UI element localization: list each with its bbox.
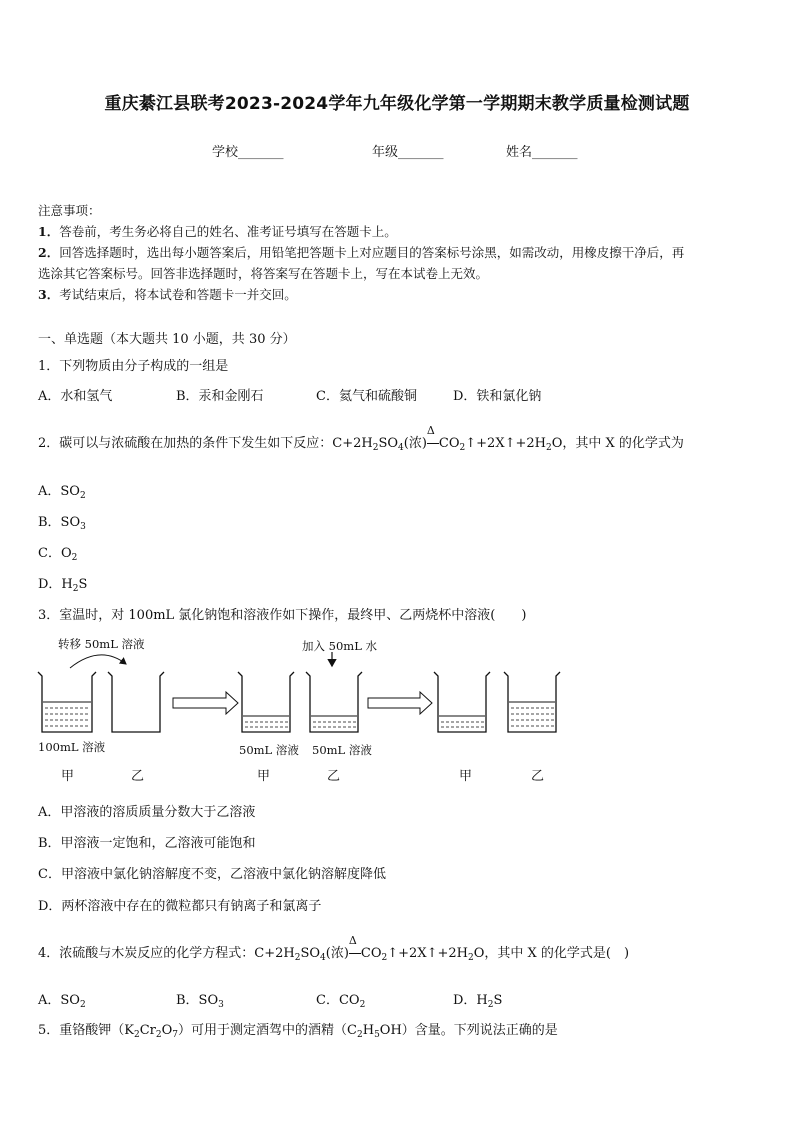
q4-option-a: A．$SO_2$ [38, 993, 86, 1010]
notes-heading: 注意事项： [38, 203, 101, 218]
heat-symbol: Δ [426, 424, 435, 437]
q3-option-d: D．两杯溶液中存在的微粒都只有钠离子和氯离子 [38, 899, 322, 914]
question-2-stem: 2．碳可以与浓硫酸在加热的条件下发生如下反应：$C+2H_2SO_4$(浓) Δ $CO_2↑+2X↑+2H_2O$，其中 X 的化学式为 [38, 424, 684, 453]
grade-field: 年级_______ [372, 145, 444, 160]
q4-option-c: C．$CO_2$ [316, 993, 366, 1010]
q2-option-a: A．$SO_2$ [38, 484, 86, 501]
label-yi-1: 乙 [131, 769, 145, 784]
figure-caption-50ml-jia: 50mL 溶液 [239, 743, 299, 757]
figure-caption-50ml-yi: 50mL 溶液 [312, 743, 372, 757]
label-yi-3: 乙 [531, 769, 545, 784]
label-jia-2: 甲 [257, 769, 271, 784]
process-arrow-2 [368, 692, 432, 714]
q4-option-b: B．$SO_3$ [176, 993, 224, 1010]
q2-option-d: D．$H_2S$ [38, 577, 88, 594]
q1-option-c: C．氦气和硫酸铜 [316, 389, 417, 404]
transfer-arrow [70, 655, 126, 668]
beaker-yi-initial [108, 672, 164, 732]
figure-label-add-water: 加入 50mL 水 [302, 639, 377, 653]
beaker-yi-middle [306, 672, 362, 732]
q2-option-b: B．$SO_3$ [38, 515, 86, 532]
note-3: 3．考试结束后，将本试卷和答题卡一并交回。 [38, 287, 297, 302]
note-2: 2．回答选择题时，选出每小题答案后，用铅笔把答题卡上对应题目的答案标号涂黑，如需改动，用橡皮擦干净后，再 [38, 245, 685, 260]
beaker-yi-final [504, 672, 560, 732]
section-heading: 一、单选题（本大题共 10 小题，共 30 分） [38, 332, 296, 347]
label-jia-3: 甲 [459, 769, 473, 784]
question-3-stem: 3．室温时，对 100mL 氯化钠饱和溶液作如下操作，最终甲、乙两烧杯中溶液( ) [38, 608, 527, 623]
beaker-jia-final [434, 672, 490, 732]
name-field: 姓名_______ [506, 145, 578, 160]
q1-option-b: B．汞和金刚石 [176, 389, 264, 404]
q3-option-a: A．甲溶液的溶质质量分数大于乙溶液 [38, 805, 256, 820]
beaker-jia-middle [238, 672, 294, 732]
beaker-jia-initial [38, 672, 96, 732]
process-arrow-1 [173, 692, 238, 714]
q1-option-a: A．水和氢气 [38, 389, 113, 404]
q1-option-d: D．铁和氯化钠 [453, 389, 542, 404]
heat-symbol: Δ [348, 934, 357, 947]
page-title: 重庆綦江县联考2023-2024学年九年级化学第一学期期末教学质量检测试题 [104, 94, 690, 114]
question-5-stem: 5．重铬酸钾$(K_2Cr_2O_7)$可用于测定酒驾中的酒精$(C_2H_5OH)$含量。下列说法正确的是 [38, 1023, 558, 1040]
figure-caption-100ml: 100mL 溶液 [38, 740, 106, 754]
question-4-stem: 4．浓硫酸与木炭反应的化学方程式：$C+2H_2SO_4$(浓) Δ $CO_2↑+2X↑+2H_2O$，其中 X 的化学式是( ) [38, 934, 630, 963]
note-1: 1．答卷前，考生务必将自己的姓名、准考证号填写在答题卡上。 [38, 224, 397, 239]
label-yi-2: 乙 [327, 769, 341, 784]
q4-option-d: D．$H_2S$ [453, 993, 503, 1010]
figure-label-transfer: 转移 50mL 溶液 [58, 637, 145, 651]
label-jia-1: 甲 [61, 769, 75, 784]
school-field: 学校_______ [212, 145, 284, 160]
question-1-stem: 1．下列物质由分子构成的一组是 [38, 359, 229, 374]
q2-option-c: C．$O_2$ [38, 546, 78, 563]
q3-option-b: B．甲溶液一定饱和，乙溶液可能饱和 [38, 836, 256, 851]
note-2-cont: 选涂其它答案标号。回答非选择题时，将答案写在答题卡上，写在本试卷上无效。 [38, 266, 489, 281]
q3-option-c: C．甲溶液中氯化钠溶解度不变，乙溶液中氯化钠溶解度降低 [38, 867, 386, 882]
